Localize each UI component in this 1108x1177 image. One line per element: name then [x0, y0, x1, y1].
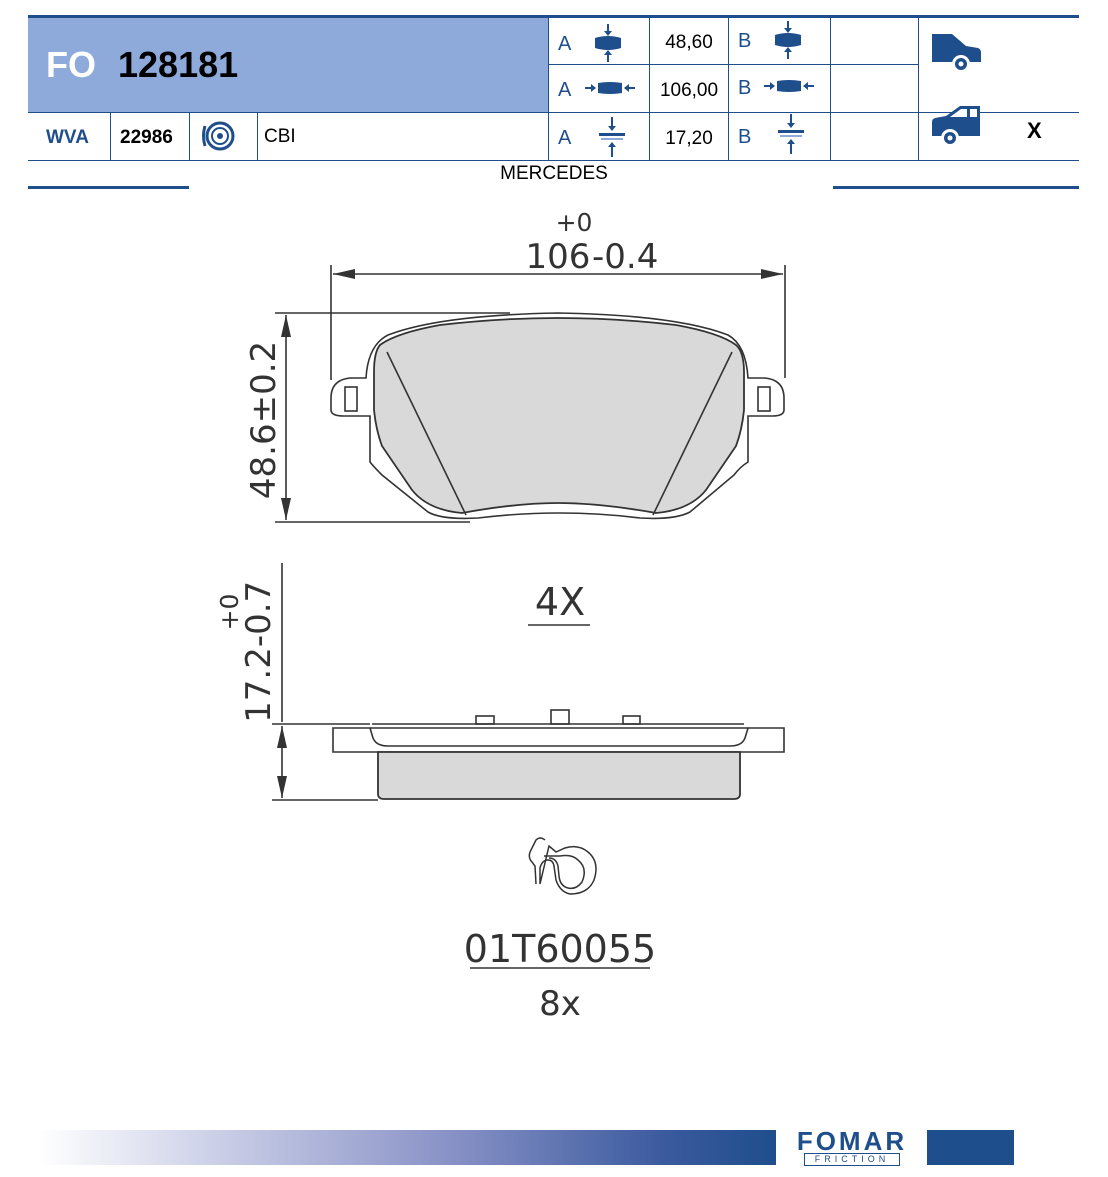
height-icon: [772, 21, 804, 59]
dim-letter-a: A: [558, 127, 572, 149]
thickness-dim-label: 17.2: [239, 647, 279, 723]
pad-quantity: 4X: [534, 580, 586, 624]
col-divider: [728, 17, 729, 160]
pad-side-backing-plate: [333, 728, 784, 752]
pad-friction-material: [374, 318, 744, 513]
clip-quantity: 8x: [539, 984, 581, 1024]
front-axle-car-icon: [930, 30, 982, 74]
technical-drawing: [0, 190, 1108, 1030]
thickness-tol-plus: +0: [215, 593, 244, 631]
width-tol-plus: +0: [555, 208, 593, 237]
brake-system: CBI: [264, 126, 296, 147]
dim-letter-a: A: [558, 79, 572, 101]
rear-axle-mark: X: [1027, 118, 1042, 143]
row-rule-2: [28, 160, 1079, 161]
thickness-icon: [776, 114, 806, 154]
bottom-rule-right: [833, 186, 1079, 189]
thickness-tol-minus: -0.7: [239, 580, 279, 648]
thickness-icon: [597, 117, 627, 157]
manufacturer: MERCEDES: [500, 163, 608, 184]
footer-logo-box: [927, 1130, 1014, 1165]
fomar-logo-sub: FRICTION: [804, 1153, 900, 1166]
bottom-rule-left: [28, 186, 189, 189]
col-divider: [548, 17, 549, 160]
top-rule: [28, 15, 1079, 18]
col-divider: [830, 17, 831, 160]
clip-part-number: 01T60055: [463, 927, 657, 971]
width-dim-label: 106: [525, 237, 591, 277]
dim-letter-b: B: [738, 30, 752, 52]
footer-gradient-bar: [40, 1130, 776, 1165]
pad-side-friction: [378, 752, 740, 799]
rear-axle-car-icon: [930, 104, 982, 148]
col-divider: [189, 112, 190, 160]
dim-letter-b: B: [738, 126, 752, 148]
brand-prefix: FO: [46, 44, 96, 85]
height-dim-label: 48.6±0.2: [244, 340, 284, 500]
clip-drawing: [529, 838, 596, 894]
dim-thickness-value: 17,20: [665, 128, 713, 149]
part-number: 128181: [118, 44, 239, 85]
row-rule-1: [28, 112, 1079, 113]
height-icon: [592, 24, 624, 62]
col-divider: [918, 17, 919, 160]
row-rule-mid: [548, 64, 918, 65]
col-divider: [257, 112, 258, 160]
width-icon: [764, 76, 814, 96]
title-block: [28, 17, 548, 112]
dim-width-value: 106,00: [659, 80, 719, 101]
col-divider: [110, 112, 111, 160]
disc-brake-icon: [201, 120, 239, 152]
width-icon: [585, 78, 635, 98]
wva-number: 22986: [120, 127, 173, 148]
dim-letter-b: B: [738, 77, 752, 99]
dim-letter-a: A: [558, 33, 572, 55]
dim-height-value: 48,60: [665, 32, 713, 53]
wva-label: WVA: [46, 127, 89, 148]
width-tol-minus: -0.4: [592, 237, 659, 277]
fomar-logo: FOMAR: [796, 1126, 908, 1156]
